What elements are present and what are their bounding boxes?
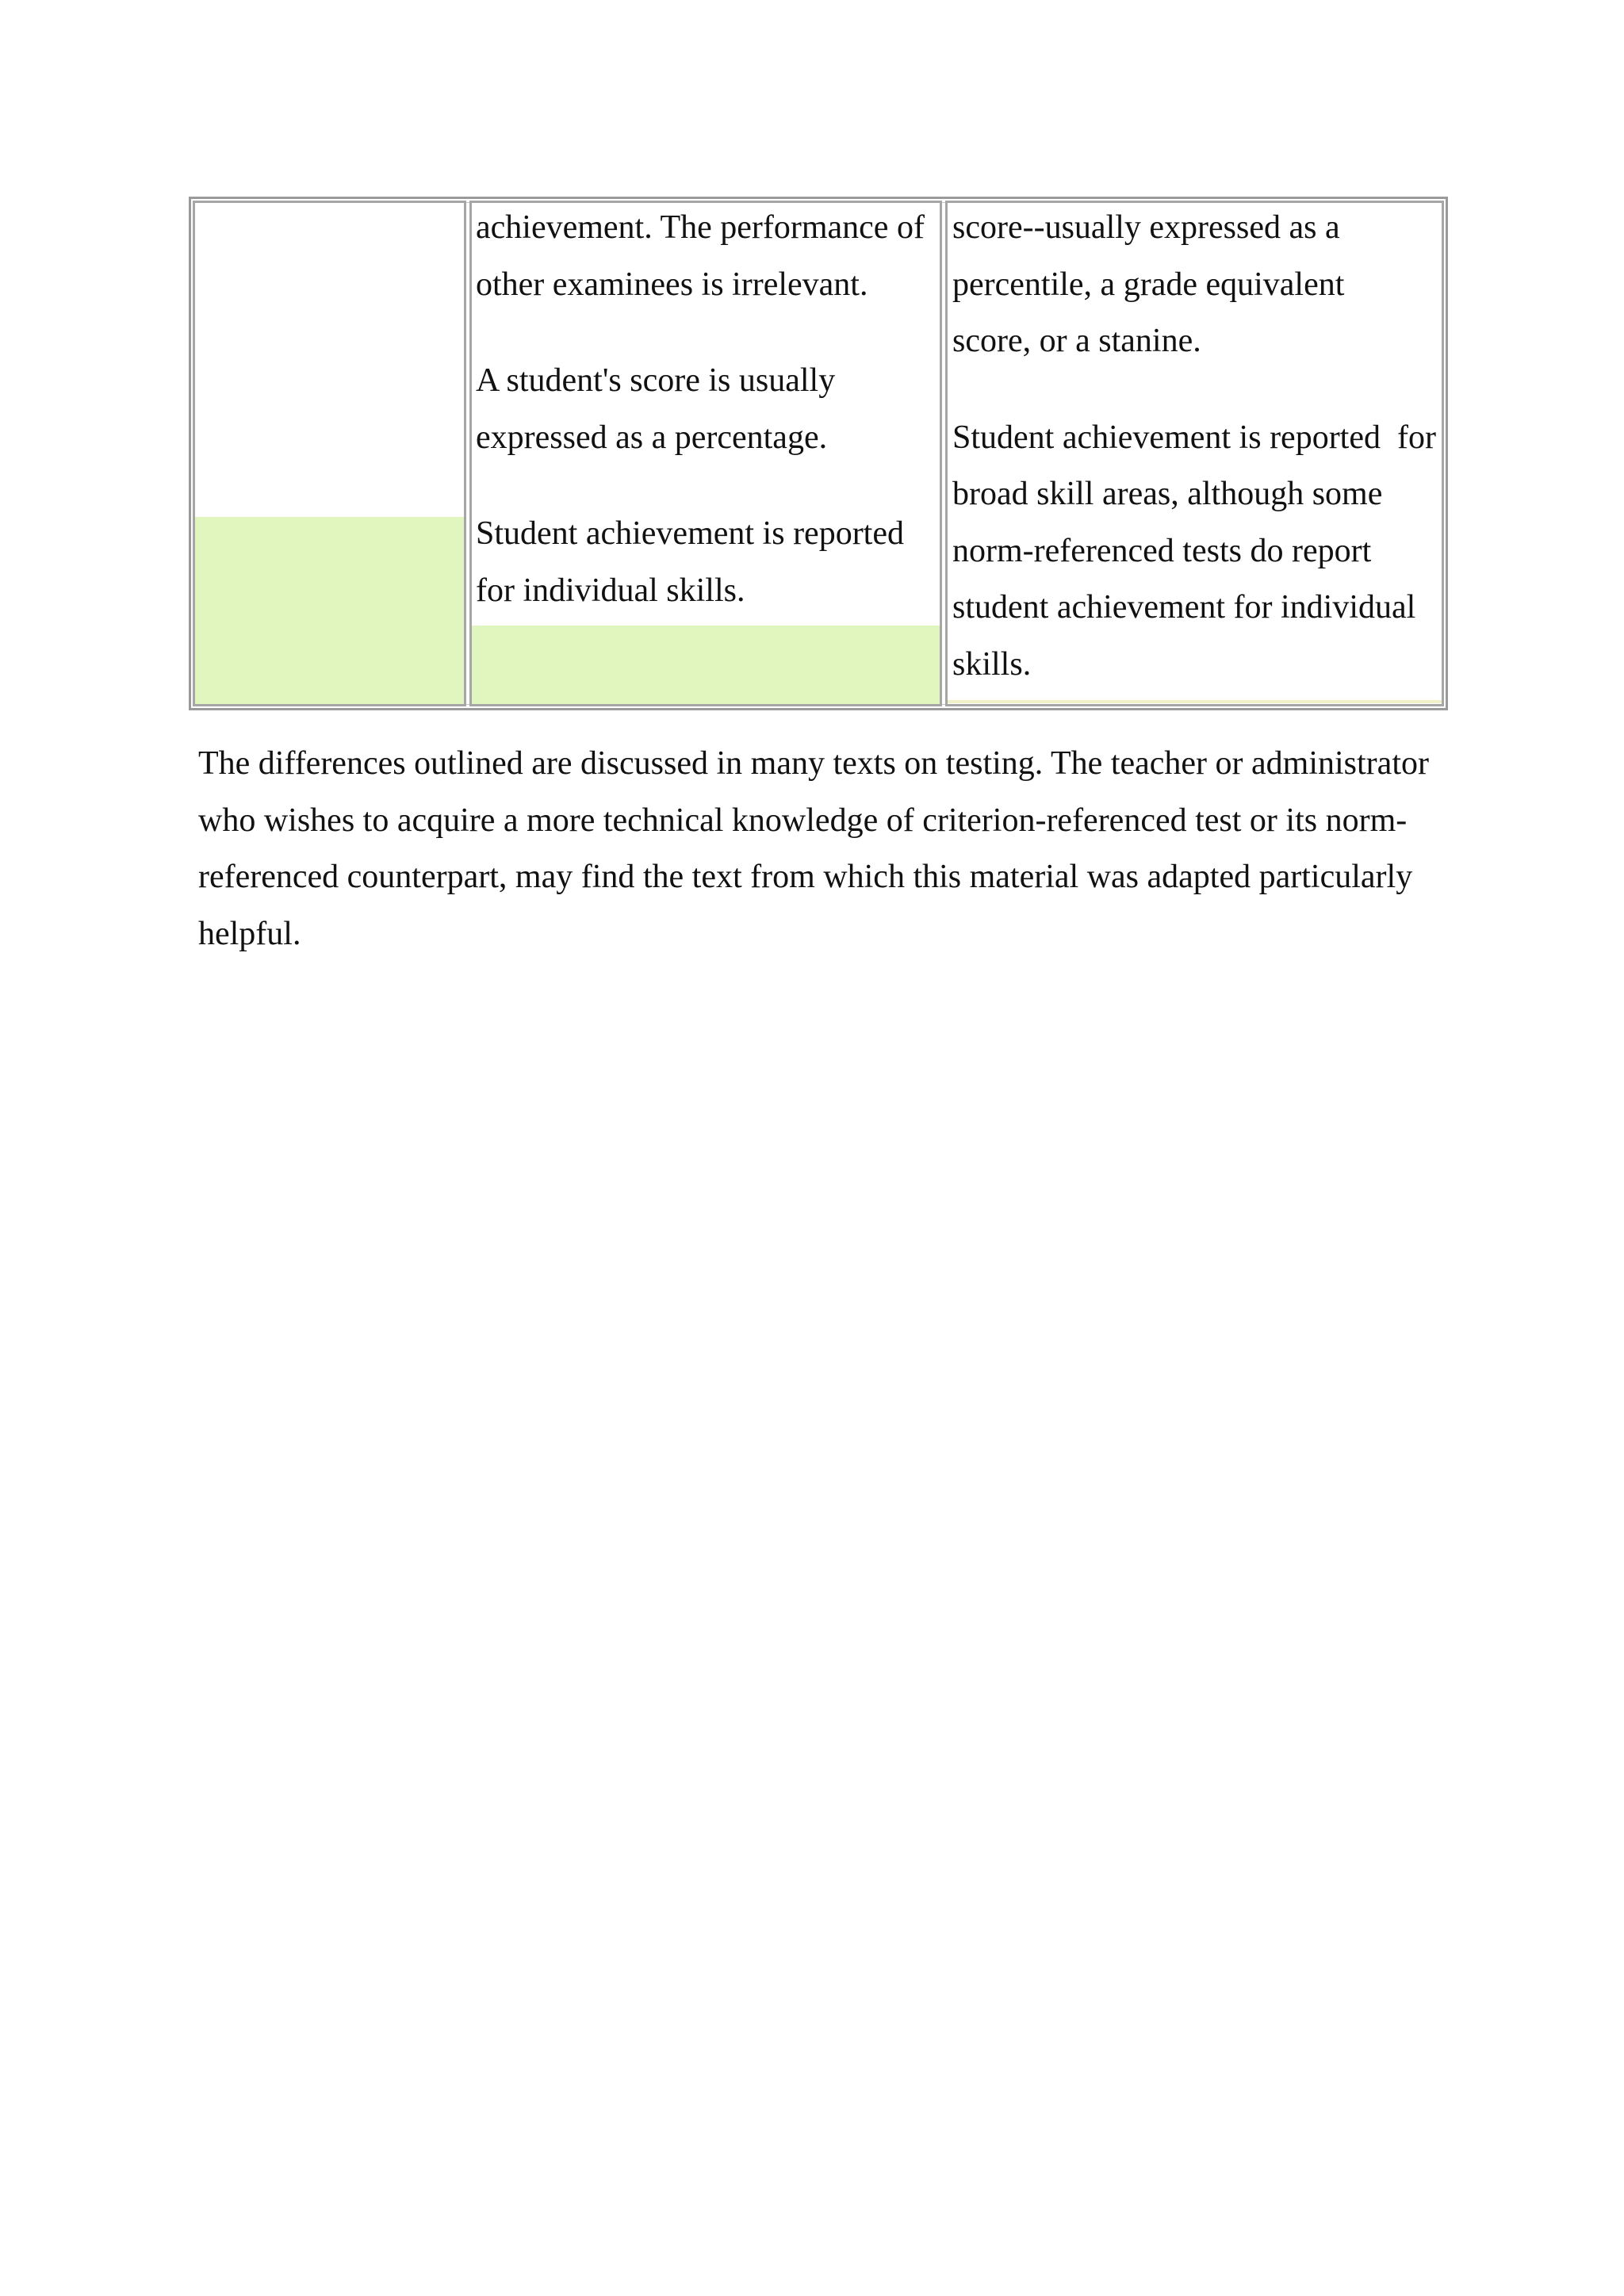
text-line: Student achievement is reported [476, 515, 904, 552]
text-line: skills. [952, 645, 1032, 683]
text-line: percentile, a grade equivalent [952, 266, 1345, 303]
text-line: Student achievement is reported for [952, 419, 1436, 456]
text-line: score, or a stanine. [952, 323, 1201, 359]
text-line: student achievement for individual [952, 589, 1416, 626]
cell-highlight [472, 626, 940, 704]
text-line: A student's score is usually [476, 362, 836, 399]
cell-text [952, 201, 1438, 693]
table-cell-label [193, 201, 466, 706]
cell-paragraph [952, 201, 1438, 370]
cell-text [476, 201, 936, 619]
text-line: referenced counterpart, may find the text from which this material was adapted particularly [198, 859, 1413, 895]
cell-paragraph [476, 506, 936, 619]
text-line: norm-referenced tests do report [952, 532, 1372, 569]
table-cell-norm-referenced [945, 201, 1444, 706]
text-line: other examinees is irrelevant. [476, 266, 868, 303]
text-line: expressed as a percentage. [476, 419, 828, 456]
cell-paragraph [476, 201, 936, 313]
text-line: helpful. [198, 915, 301, 952]
cell-paragraph [476, 353, 936, 466]
cell-paragraph [952, 410, 1438, 694]
text-line: for individual skills. [476, 572, 745, 609]
body-paragraph [198, 736, 1435, 962]
text-line: score--usually expressed as a [952, 209, 1340, 246]
cell-highlight [195, 517, 464, 704]
cell-bottom-tint [948, 700, 1442, 703]
text-line: The differences outlined are discussed in many texts on testing. The teacher or administrator [198, 745, 1429, 782]
text-line: achievement. The performance of [476, 209, 925, 246]
text-line: who wishes to acquire a more technical knowledge of criterion-referenced test or its norm- [198, 802, 1408, 839]
text-line: broad skill areas, although some [952, 476, 1383, 512]
table-cell-criterion-referenced [469, 201, 942, 706]
